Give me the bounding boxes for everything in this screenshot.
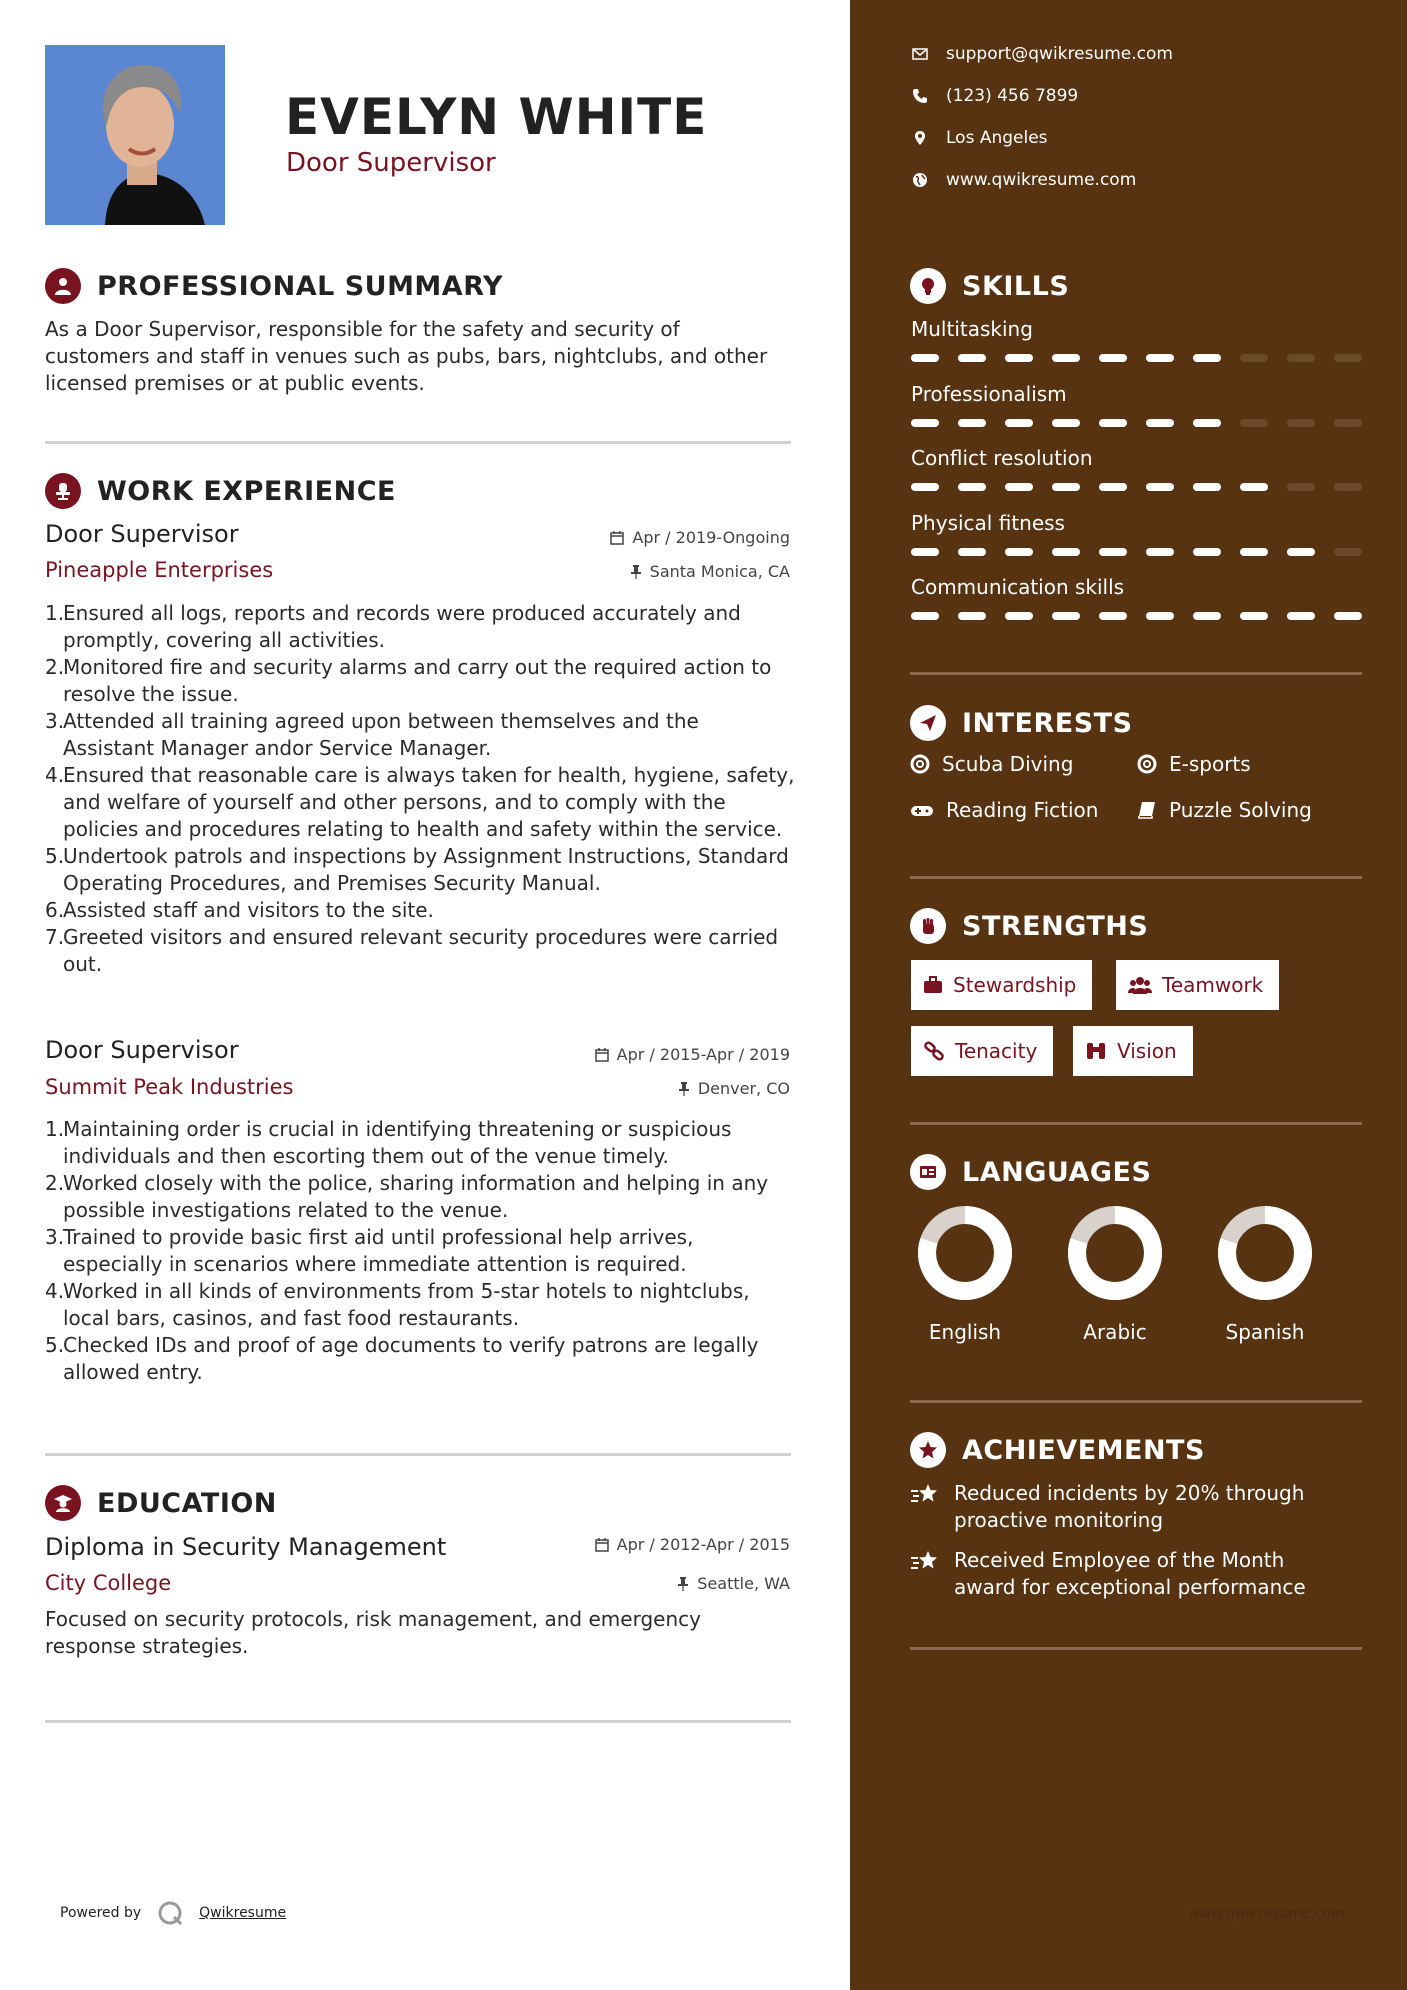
location-text: Los Angeles [946, 128, 1048, 148]
skill-level-dash [1193, 612, 1221, 620]
skill-level-bar [911, 548, 1381, 556]
pin-icon [678, 1082, 690, 1096]
globe-icon [912, 172, 928, 188]
calendar-icon [610, 531, 624, 545]
graduate-icon [45, 1485, 81, 1521]
skill-level-dash [911, 548, 939, 556]
skill-level-dash [1193, 419, 1221, 427]
skill-name: Professionalism [911, 381, 1067, 406]
list-item: 1. Maintaining order is crucial in identifying threatening or suspicious individuals and then escorting them out of the venue timely. [45, 1117, 732, 1168]
phone-icon [912, 88, 928, 104]
envelope-icon [912, 46, 928, 62]
skill-level-dash [1287, 612, 1315, 620]
interest-label: Reading Fiction [946, 798, 1099, 822]
divider [910, 876, 1362, 879]
achievements-heading [910, 1432, 1205, 1468]
users-icon [1128, 976, 1152, 994]
skill-level-dash [1005, 483, 1033, 491]
school-name: City College [45, 1571, 172, 1595]
list-item: 2. Monitored fire and security alarms and carry out the required action to resolve the issue. [45, 655, 772, 706]
degree-title: Diploma in Security Management [45, 1533, 447, 1561]
job-location [678, 1079, 790, 1098]
list-item: 7. Greeted visitors and ensured relevant security procedures were carried out. [45, 925, 779, 976]
skill-level-dash [1240, 354, 1268, 362]
skill-level-dash [958, 483, 986, 491]
strength-label: Stewardship [953, 973, 1077, 997]
skill-level-dash [958, 354, 986, 362]
list-item: 1. Ensured all logs, reports and records were produced accurately and promptly, covering all activities. [45, 601, 741, 652]
skill-level-bar [911, 419, 1381, 427]
pin-icon [677, 1577, 689, 1591]
strength-tag [1073, 1026, 1193, 1076]
skills-heading [910, 268, 1069, 304]
summary-text: As a Door Supervisor, responsible for the safety and security of customers and staff in venues such as pubs, bars, nightclubs, and other licensed premises or at public events. [45, 317, 768, 395]
skill-name: Physical fitness [911, 510, 1065, 535]
experience-title: WORK EXPERIENCE [97, 475, 396, 507]
job-company: Summit Peak Industries [45, 1075, 294, 1099]
contact-location [912, 128, 1048, 148]
skill-level-dash [911, 419, 939, 427]
skill-level-dash [1099, 483, 1127, 491]
list-item: 5. Checked IDs and proof of age documents to verify patrons are legally allowed entry. [45, 1333, 759, 1384]
skill-level-dash [911, 354, 939, 362]
summary-title: PROFESSIONAL SUMMARY [97, 270, 504, 302]
education-location [677, 1574, 790, 1593]
fist-icon [910, 908, 946, 944]
calendar-icon [595, 1538, 609, 1552]
skill-level-dash [1052, 419, 1080, 427]
achievement-item [910, 1547, 1344, 1601]
job-location-text: Santa Monica, CA [649, 562, 790, 581]
skill-level-dash [1240, 548, 1268, 556]
contact-website [912, 170, 1136, 190]
skill-level-dash [1240, 483, 1268, 491]
achievements-title: ACHIEVEMENTS [962, 1434, 1205, 1466]
interest-item [910, 798, 1098, 822]
education-text: Focused on security protocols, risk management, and emergency response strategies. [45, 1607, 701, 1658]
watermark-text: www.qwikresume.com [1188, 1906, 1345, 1922]
contact-phone [912, 86, 1078, 106]
language-level-donut [1067, 1205, 1163, 1301]
skill-level-dash [1287, 483, 1315, 491]
skill-level-dash [1146, 612, 1174, 620]
qwikresume-logo-icon [157, 1900, 183, 1926]
award-star-icon [910, 1432, 946, 1468]
skill-name: Multitasking [911, 317, 1033, 341]
skill-level-dash [1334, 483, 1362, 491]
chair-icon [45, 473, 81, 509]
skill-level-dash [1287, 548, 1315, 556]
skill-level-dash [958, 548, 986, 556]
skill-level-dash [911, 612, 939, 620]
contact-email [912, 44, 1173, 64]
skill-level-dash [1146, 483, 1174, 491]
map-marker-icon [912, 130, 928, 146]
skill-level-dash [1334, 612, 1362, 620]
paper-plane-icon [910, 705, 946, 741]
strength-tag [1116, 960, 1279, 1010]
education-title: EDUCATION [97, 1487, 277, 1519]
job-title: Door Supervisor [45, 1036, 239, 1064]
user-icon [45, 268, 81, 304]
summary-heading [45, 268, 503, 304]
skill-level-dash [1334, 548, 1362, 556]
divider [45, 1453, 791, 1456]
skill-level-dash [911, 483, 939, 491]
language-name: English [928, 1320, 1002, 1344]
footer [60, 1900, 286, 1926]
interests-heading [910, 705, 1133, 741]
strength-label: Teamwork [1162, 973, 1264, 997]
language-level-donut [917, 1205, 1013, 1301]
list-item: 4. Ensured that reasonable care is always taken for health, hygiene, safety, and welfare of yourself and other persons, and to comply with the policies and procedures relating to health and safety within the service. [45, 763, 795, 841]
skill-level-dash [1193, 548, 1221, 556]
job-duties [45, 1116, 795, 1386]
binoculars-icon [1085, 1041, 1107, 1061]
education-dates [595, 1535, 790, 1554]
interests-title: INTERESTS [962, 707, 1133, 739]
strength-label: Vision [1117, 1039, 1177, 1063]
skill-level-bar [911, 354, 1381, 362]
candidate-name: EVELYN WHITE [285, 88, 708, 146]
divider [45, 1720, 791, 1723]
candidate-role: Door Supervisor [286, 148, 496, 178]
languages-heading [910, 1154, 1151, 1190]
list-item: 3. Attended all training agreed upon between themselves and the Assistant Manager andor Service Manager. [45, 709, 699, 760]
skill-level-dash [1240, 612, 1268, 620]
skill-level-dash [1099, 354, 1127, 362]
lifebuoy-icon [1137, 754, 1157, 774]
lifebuoy-icon [910, 754, 930, 774]
list-item: 4. Worked in all kinds of environments from 5-star hotels to nightclubs, local bars, casinos, and fast food restaurants. [45, 1279, 750, 1330]
skill-level-dash [1287, 419, 1315, 427]
language-name: Spanish [1225, 1320, 1305, 1344]
skill-level-dash [1052, 354, 1080, 362]
skill-name: Communication skills [911, 575, 1125, 599]
website-text[interactable]: www.qwikresume.com [946, 170, 1137, 190]
job-duties [45, 600, 795, 978]
interest-item [910, 752, 1073, 776]
profile-photo [45, 45, 225, 225]
job-dates-text: Apr / 2015-Apr / 2019 [616, 1045, 790, 1064]
translate-icon [910, 1154, 946, 1190]
job-dates-text: Apr / 2019-Ongoing [632, 528, 790, 547]
job-dates [595, 1045, 790, 1064]
skill-level-dash [1052, 548, 1080, 556]
star-burst-icon [910, 1482, 940, 1506]
strength-tag [911, 960, 1092, 1010]
skill-level-dash [1099, 419, 1127, 427]
strengths-title: STRENGTHS [962, 910, 1149, 942]
qwikresume-link[interactable]: Qwikresume [199, 1905, 287, 1921]
interest-label: E-sports [1169, 752, 1251, 776]
skill-level-dash [1005, 354, 1033, 362]
skill-level-dash [1193, 354, 1221, 362]
divider [910, 1647, 1362, 1650]
gamepad-icon [910, 800, 934, 820]
skill-level-dash [1146, 548, 1174, 556]
job-dates [610, 528, 790, 547]
achievement-text: Reduced incidents by 20% through proactive monitoring [954, 1481, 1305, 1532]
divider [910, 672, 1362, 675]
divider [45, 441, 791, 444]
language-level-donut [1217, 1205, 1313, 1301]
achievement-text: Received Employee of the Month award for exceptional performance [954, 1548, 1306, 1599]
skill-level-dash [1052, 612, 1080, 620]
skill-level-dash [1005, 548, 1033, 556]
skill-level-dash [1240, 419, 1268, 427]
divider [910, 1400, 1362, 1403]
phone-text: (123) 456 7899 [946, 86, 1079, 106]
language-name: Arabic [1083, 1320, 1147, 1344]
divider [910, 1122, 1362, 1125]
skill-level-dash [1052, 483, 1080, 491]
list-item: 5. Undertook patrols and inspections by Assignment Instructions, Standard Operating Procedures, and Premises Security Manual. [45, 844, 789, 895]
link-icon [923, 1041, 945, 1061]
briefcase-icon [923, 976, 943, 994]
skill-level-dash [1099, 612, 1127, 620]
strength-tag [911, 1026, 1053, 1076]
education-heading [45, 1485, 277, 1521]
email-text[interactable]: support@qwikresume.com [946, 44, 1173, 64]
list-item: 2. Worked closely with the police, sharing information and helping in any possible investigations related to the venue. [45, 1171, 769, 1222]
lightbulb-icon [910, 268, 946, 304]
interest-item [1137, 752, 1251, 776]
job-location-text: Denver, CO [697, 1079, 790, 1098]
skill-name: Conflict resolution [911, 446, 1093, 470]
job-title: Door Supervisor [45, 520, 239, 548]
interest-item [1137, 798, 1312, 822]
skill-level-dash [1099, 548, 1127, 556]
strengths-heading [910, 908, 1148, 944]
education-location-text: Seattle, WA [697, 1574, 790, 1593]
sidebar-column [850, 0, 1407, 1990]
interest-label: Puzzle Solving [1169, 798, 1312, 822]
calendar-icon [595, 1048, 609, 1062]
pin-icon [630, 565, 642, 579]
skills-title: SKILLS [962, 270, 1070, 302]
star-burst-icon [910, 1549, 940, 1573]
education-dates-text: Apr / 2012-Apr / 2015 [616, 1535, 790, 1554]
list-item: 6. Assisted staff and visitors to the site. [45, 898, 434, 922]
skill-level-dash [1193, 483, 1221, 491]
skill-level-dash [1146, 419, 1174, 427]
strength-label: Tenacity [955, 1039, 1038, 1063]
job-location [630, 562, 790, 581]
achievement-item [910, 1480, 1344, 1534]
experience-heading [45, 473, 396, 509]
skill-level-dash [1005, 419, 1033, 427]
skill-level-bar [911, 483, 1381, 491]
skill-level-dash [1334, 419, 1362, 427]
languages-title: LANGUAGES [962, 1156, 1152, 1188]
job-company: Pineapple Enterprises [45, 558, 274, 582]
skill-level-dash [1005, 612, 1033, 620]
list-item: 3. Trained to provide basic first aid until professional help arrives, especially in scenarios where immediate attention is required. [45, 1225, 694, 1276]
skill-level-dash [958, 419, 986, 427]
skill-level-dash [1334, 354, 1362, 362]
book-icon [1137, 800, 1157, 820]
skill-level-bar [911, 612, 1381, 620]
skill-level-dash [1146, 354, 1174, 362]
skill-level-dash [958, 612, 986, 620]
interest-label: Scuba Diving [942, 752, 1074, 776]
skill-level-dash [1287, 354, 1315, 362]
powered-by-text: Powered by [60, 1905, 142, 1921]
